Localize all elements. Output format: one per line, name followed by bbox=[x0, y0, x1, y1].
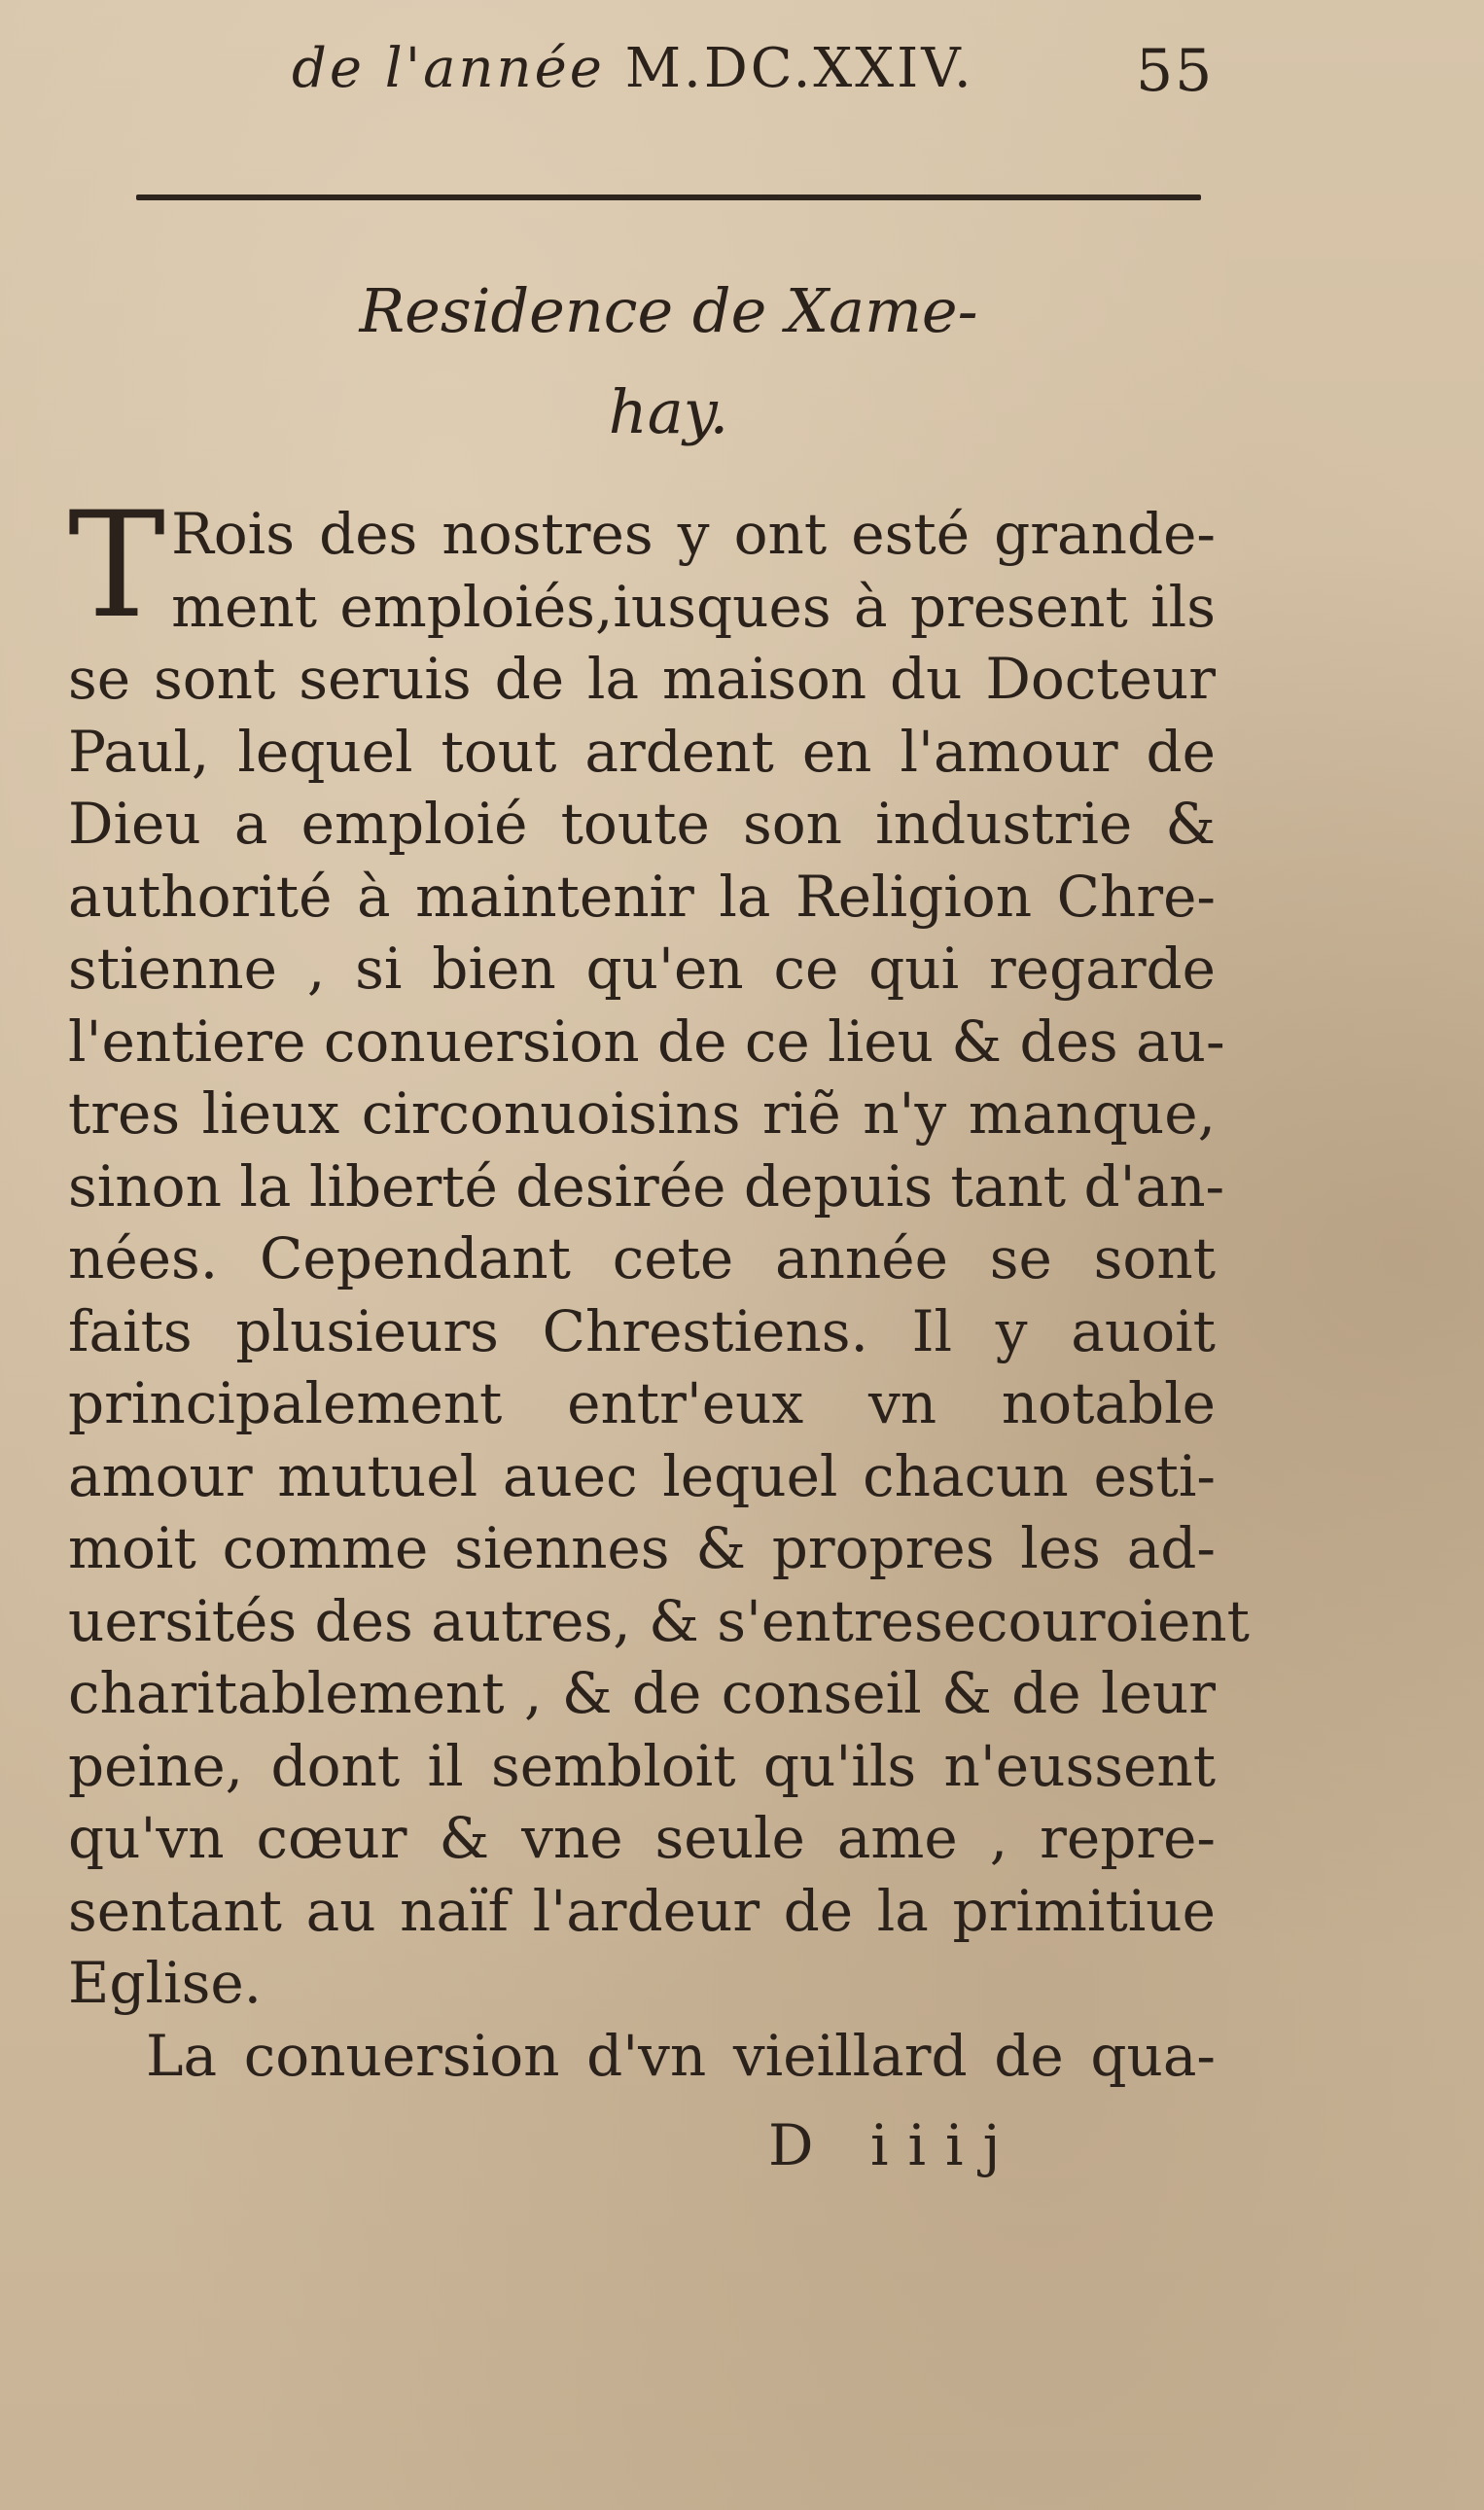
text-line: peine, dont il sembloit qu'ils n'eussent bbox=[68, 1732, 1216, 1799]
text-line: se sont seruis de la maison du Docteur bbox=[68, 646, 1216, 712]
text-line: Dieu a emploié toute son industrie & bbox=[68, 791, 1216, 857]
text-line: sinon la liberté desirée depuis tant d'an- bbox=[68, 1152, 1225, 1220]
text-line: ment emploiés,iusques à present ils bbox=[171, 573, 1216, 640]
section-title-line-2: hay. bbox=[608, 376, 729, 447]
header-rule bbox=[136, 194, 1201, 200]
text-line: amour mutuel auec lequel chacun esti- bbox=[68, 1442, 1216, 1509]
text-line: faits plusieurs Chrestiens. Il y auoit bbox=[68, 1297, 1216, 1364]
text-line: Paul, lequel tout ardent en l'amour de bbox=[68, 718, 1216, 785]
text-line: qu'vn cœur & vne seule ame , repre- bbox=[68, 1805, 1216, 1871]
paragraph-2 bbox=[68, 2020, 1216, 2093]
text-line: l'entiere conuersion de ce lieu & des au- bbox=[68, 1008, 1225, 1075]
page-header bbox=[282, 37, 1254, 115]
body-text bbox=[68, 481, 1250, 2092]
text-line: La conuersion d'vn vieillard de qua- bbox=[146, 2022, 1216, 2089]
text-line: moit comme siennes & propres les ad- bbox=[68, 1515, 1216, 1581]
text-line: Rois des nostres y ont esté grande- bbox=[171, 501, 1216, 567]
running-head-year: M.DC.XXIV. bbox=[624, 37, 974, 100]
paragraph-1 bbox=[68, 481, 1250, 2020]
page-number: 55 bbox=[1136, 37, 1215, 105]
text-line: sentant au naïf l'ardeur de la primitiue bbox=[68, 1877, 1216, 1944]
text-line: uersités des autres, & s'entresecouroient bbox=[68, 1587, 1250, 1654]
signature-mark: D iiij bbox=[768, 2112, 1020, 2178]
running-head bbox=[292, 37, 974, 100]
section-title bbox=[136, 261, 1201, 463]
text-line: nées. Cependant cete année se sont bbox=[68, 1225, 1216, 1291]
drop-cap: T bbox=[68, 481, 166, 651]
text-line: tres lieux circonuoisins riẽ n'y manque, bbox=[68, 1080, 1216, 1147]
text-line: authorité à maintenir la Religion Chre- bbox=[68, 863, 1216, 930]
text-line: stienne , si bien qu'en ce qui regarde bbox=[68, 936, 1216, 1002]
running-head-italic: de l'année bbox=[292, 37, 605, 100]
text-line: charitablement , & de conseil & de leur bbox=[68, 1660, 1216, 1726]
text-line: principalement entr'eux vn notable bbox=[68, 1370, 1216, 1436]
section-title-line-1: Residence de Xame- bbox=[359, 275, 978, 346]
text-line: Eglise. bbox=[68, 1950, 263, 2016]
